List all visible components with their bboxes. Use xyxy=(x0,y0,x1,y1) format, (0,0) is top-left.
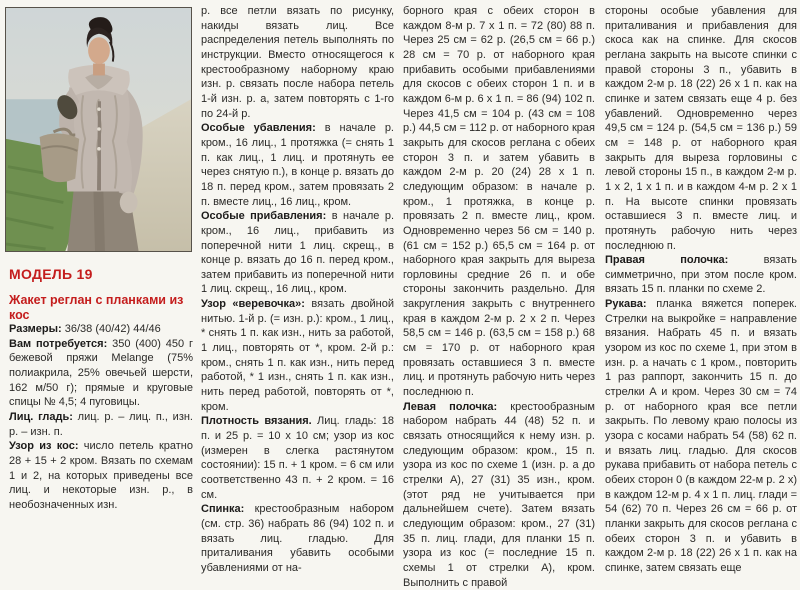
paragraph-lead: Лиц. гладь: xyxy=(9,410,78,423)
text-column-4 xyxy=(605,4,797,576)
paragraph: Правая полочка: вязать симметрично, при этом после кром. вязать 15 п. планки по схеме 2. xyxy=(605,254,797,296)
text-column-1 xyxy=(9,322,193,513)
paragraph-lead: Узор из кос: xyxy=(9,440,84,453)
handbag xyxy=(40,133,80,182)
pattern-title: Жакет реглан с планками из кос xyxy=(9,293,184,322)
model-photo-illustration xyxy=(6,8,191,251)
button xyxy=(97,127,101,131)
paragraph: Узор «веревочка»: вязать двойной нитью. 1-й р. (= изн. р.): кром., 1 лиц., * снять 1 п. как изн., нить за работой, 1 лиц., повторять от *, кром. 2-й р.: кром., снять 1 п. как изн., нить перед работой, * 1 изн., снять 1 п. как изн., нить перед работой, повторять от *, кром. xyxy=(201,298,394,413)
paragraph: Левая полочка: крестообразным набором набрать 44 (48) 52 п. и связать относящийся к нему изн. р. следующим образом: кром., 15 п. узора из кос по схеме 1 (изн. р. а до стрелки А), 27 (31) 35 изн., кром. (этот ряд не учитывается при дальнейшем счете). Затем вязать следующим образом: кром., 27 (31) 35 п. лиц. глади, для планки 15 п. узора из кос (= последние 15 п. схемы 1 от стрелки А), кром. Выполнить с правой xyxy=(403,400,595,589)
paragraph-lead: Левая полочка: xyxy=(403,400,511,413)
paragraph-lead: Рукава: xyxy=(605,298,657,311)
paragraph-lead: Спинка: xyxy=(201,503,255,516)
paragraph: Лиц. гладь: лиц. р. – лиц. п., изн. р. – изн. п. xyxy=(9,410,193,438)
text-column-2 xyxy=(201,4,394,576)
paragraph-lead: Узор «веревочка»: xyxy=(201,298,312,311)
paragraph-lead: Размеры: xyxy=(9,323,65,335)
paragraph: стороны особые убавления для приталивания и прибавления для скоса как на спинке. Для скосов реглана закрыть на высоте спинки с правой стороны 3 п., убавить в каждом 2-м р. 18 (22) 26 х 1 п. как на спинке и затем связать еще 4 р. без убавлений. Одновременно через 49,5 см = 124 р. (54,5 см = 136 р.) 59 см = 148 р. от наборного края закрыть для выреза горловины с левой стороны 15 п., в каждом 2-м р. 1 х 2, 1 х 1 п. и в каждом 4-м р. 2 х 1 п. На высоте спинки провязать оставшиеся 3 п. вместе лиц. и протянуть рабочую нить через последнюю п. xyxy=(605,5,797,252)
paragraph: Плотность вязания. Лиц. гладь: 18 п. и 25 р. = 10 х 10 см; узор из кос (измерен в слегка растянутом состоянии): 15 п. + 1 кром. = 6 см или соответственно 43 п. + 2 кром. = 16 см. xyxy=(201,415,394,501)
paragraph: Размеры: 36/38 (40/42) 44/46 xyxy=(9,323,161,335)
button xyxy=(97,107,101,111)
paragraph: Особые убавления: в начале р. кром., 16 лиц., 1 протяжка (= снять 1 п. как лиц., 1 лиц. и протянуть ее через снятую п.), в конце р. вязать до 18 п. перед кром., затем провязать 2 п. вместе лиц., 16 лиц., кром. xyxy=(201,122,394,208)
model-number-heading: МОДЕЛЬ 19 xyxy=(9,266,93,282)
right-glove xyxy=(120,191,138,213)
face xyxy=(88,37,110,64)
paragraph-lead: Особые прибавления: xyxy=(201,210,332,223)
paragraph: Спинка: крестообразным набором (см. стр. 36) набрать 86 (94) 102 п. и вязать лиц. гладью. Для приталивания убавить особыми убавлениями от на- xyxy=(201,503,394,574)
paragraph: борного края с обеих сторон в каждом 8-м р. 7 х 1 п. = 72 (80) 88 п. Через 25 см = 62 р. (26,5 см = 66 р.) 28 см = 70 р. от наборного края прибавить особыми прибавлениями для скосов с обеих сторон 1 п. и в каждом 6-м р. 6 х 1 п. = 86 (94) 102 п. Через 41,5 см = 104 р. (43 см = 108 р.) 44,5 см = 112 р. от наборного края закрыть для скосов реглана с обеих сторон 3 п. и затем убавить в каждом 2-м р. 20 (24) 28 х 1 п. следующим образом: в начале р. кром., 1 протяжка, в конце р. провязать 2 п. вместе лиц., кром. Одновременно через 56 см = 140 р. (61 см = 152 р.) 65,5 см = 164 р. от наборного края закрыть для выреза горловины средние 26 п. и обе стороны закончить раздельно. Для закругления закрыть с внутреннего края в каждом 2-м р. 2 х 2 п. Через 58,5 см = 146 р. (63,5 см = 158 р.) 68 см = 170 р. от наборного края провязать оставшиеся 3 п. вместе лиц. и протянуть рабочую нить через последнюю п. xyxy=(403,5,595,399)
paragraph: Узор из кос: число петель кратно 28 + 15 + 2 кром. Вязать по схемам 1 и 2, на которых приведены все лиц. и некоторые изн. р., в необозначенных изн. xyxy=(9,440,194,511)
paragraph: Вам потребуется: 350 (400) 450 г бежевой пряжи Melange (75% полиакрила, 25% овечьей шерсти, 162 м/50 г); прямые и круговые спицы № 4,5; 4 пуговицы. xyxy=(9,337,193,409)
paragraph-lead: Особые убавления: xyxy=(201,122,325,135)
model-photo xyxy=(5,7,192,252)
paragraph-lead: Правая полочка: xyxy=(605,254,764,267)
button xyxy=(97,147,101,151)
text-column-3 xyxy=(403,4,595,590)
paragraph: р. все петли вязать по рисунку, накиды вязать лиц. Все распределения петель выполнять по инструкции. Вместо относящегося к крестообразному наборному краю изн. р. связать после набора петель 1-й изн. р. а, затем повторять с 1-го по 24-й р. xyxy=(201,5,394,120)
paragraph-lead: Вам потребуется: xyxy=(9,337,113,350)
paragraph-lead: Плотность вязания. xyxy=(201,415,317,428)
paragraph: Особые прибавления: в начале р. кром., 16 лиц., прибавить из поперечной нити 1 лиц. скрещ., в конце р. вязать до 16 п. перед кром., затем прибавить из поперечной нити 1 лиц. скрещ., 16 лиц., кром. xyxy=(201,210,395,296)
neck xyxy=(93,64,105,76)
paragraph: Рукава: планка вяжется поперек. Стрелки на выкройке = направление вязания. Набрать 45 п. и вязать узором из кос по схеме 1, при этом в изн. р. а начать с 1 кром., повторить 1 раз раппорт, закончить 15 п. до стрелки А и кром. Через 30 см = 74 р. от наборного края все петли закрыть. По левому краю полосы из узора с косами набрать 54 (58) 62 п. и вязать лиц. гладью. Для скосов рукава прибавить от набора петель с обеих сторон 0 (в каждом 22-м р. 2 х) в каждом 12-м р. 4 х 1 п. лиц. глади = 54 (62) 70 п. Через 26 см = 66 р. от планки закрыть для скосов реглана с обеих сторон 3 п. и убавить в каждом 2-м р. 18 (22) 26 х 1 п. как на спинке, затем связать еще xyxy=(605,298,797,574)
